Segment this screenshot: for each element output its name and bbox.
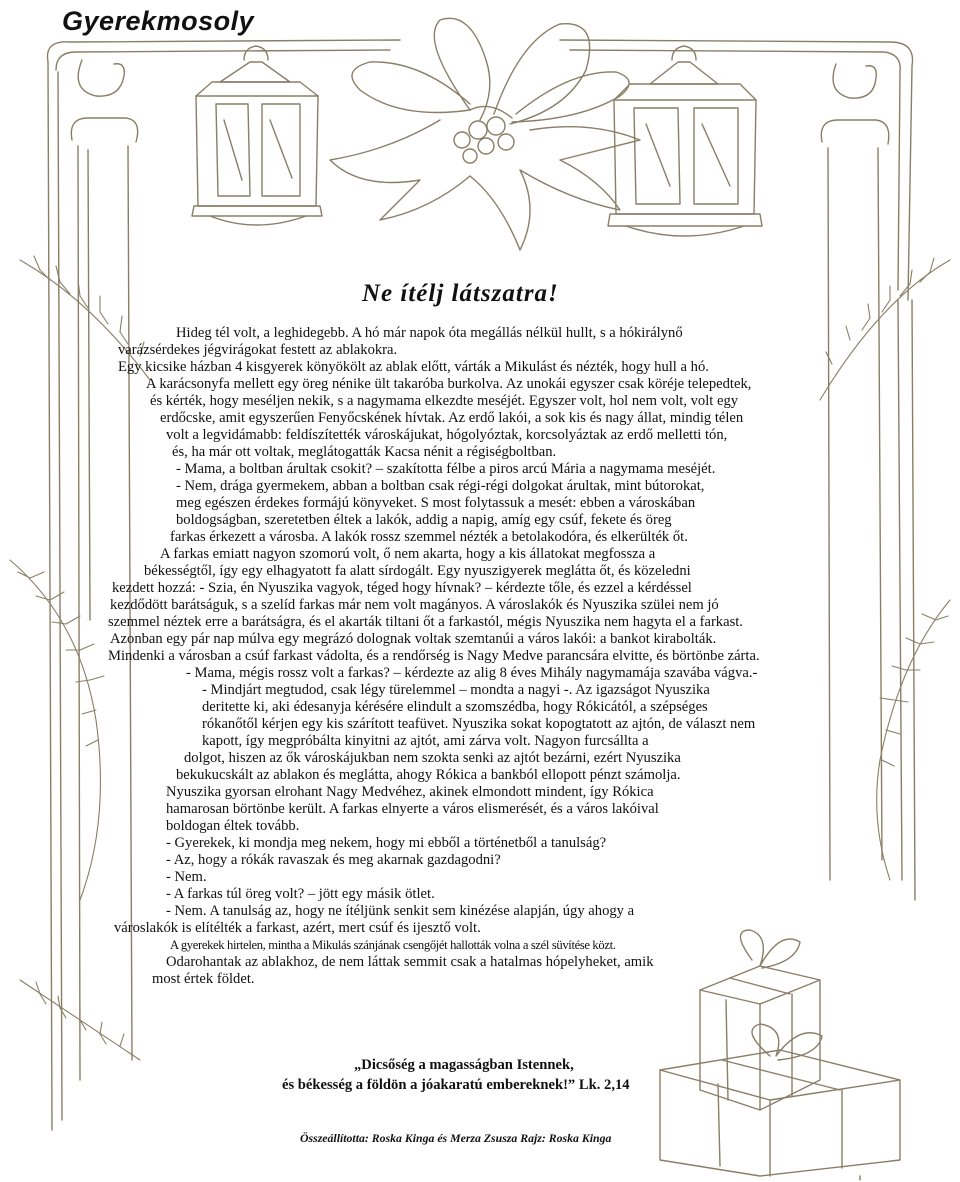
gift-boxes — [660, 930, 900, 1180]
story-line: - Gyerekek, ki mondja meg nekem, hogy mi ebből a történetből a tanulság? — [166, 835, 607, 851]
story-line: városlakók is elítélték a farkast, azért, mert csúf és ijesztő volt. — [114, 920, 481, 936]
story-line: - Nem. A tanulság az, hogy ne ítéljünk senkit sem kinézése alapján, úgy ahogy a — [166, 903, 635, 919]
quote-line-1: „Dicsőség a magasságban Istennek, — [354, 1057, 574, 1073]
story-line: és kérték, hogy meséljen nekik, s a nagymama elkezdte meséjét. Egyszer volt, hol nem volt, volt egy — [150, 393, 739, 409]
header-title: Gyerekmosoly — [62, 6, 255, 36]
story-line: - Nem, drága gyermekem, abban a boltban csak régi-régi dolgokat árultak, mint bútorokat, — [176, 478, 705, 494]
story-line: Nyuszika gyorsan elrohant Nagy Medvéhez, akinek elmondott mindent, így Rókica — [166, 784, 654, 800]
story-line: rókanőtől kérjen egy kis szárított teafüvet. Nyuszika sokat kopogtatott az ajtón, de választ nem — [202, 716, 756, 732]
story-line: bekukucskált az ablakon és meglátta, ahogy Rókica a bankból ellopott pénzt számolja. — [176, 767, 681, 783]
story-line: boldogságban, szeretetben éltek a lakók, addig a napig, amíg egy csúf, fekete és öreg — [176, 512, 672, 528]
story-line: meg egészen érdekes formájú könyveket. S most folytassuk a mesét: ebben a városkában — [176, 495, 696, 511]
credits: Összeállította: Roska Kinga és Merza Zsusza Rajz: Roska Kinga — [300, 1131, 612, 1145]
story-line: A farkas emiatt nagyon szomorú volt, ő nem akarta, hogy a kis állatokat megfossza a — [160, 546, 656, 562]
story-line: erdőcske, amit egyszerűen Fenyőcskének hívtak. Az erdő lakói, a sok kis és nagy állat, mindig télen — [160, 410, 744, 426]
story-line: Odarohantak az ablakhoz, de nem láttak semmit csak a hatalmas hópelyheket, amik — [166, 954, 654, 970]
story-line: A gyerekek hirtelen, mintha a Mikulás szánjának csengőjét hallották volna a szél süvítése közt. — [170, 938, 616, 952]
story-line: hamarosan börtönbe került. A farkas elnyerte a város elismerését, és a város lakóival — [166, 801, 659, 817]
story-line: békességtől, így egy elhagyatott fa alatt sírdogált. Egy nyuszigyerek meglátta őt, és közeledni — [144, 563, 691, 579]
story-line: - Mama, a boltban árultak csokit? – szakította félbe a piros arcú Mária a nagymama meséjét. — [176, 461, 716, 477]
right-pillar — [821, 64, 888, 880]
story-line: Egy kicsike házban 4 kisgyerek könyökölt az ablak előtt, várták a Mikulást és nézték, hogy hull a hó. — [118, 359, 709, 375]
story-line: volt a legvidámabb: feldíszítették városkájukat, hógolyóztak, korcsolyáztak az erdő melletti tón, — [166, 427, 728, 443]
story-line: kezdődött barátságuk, s a szelíd farkas már nem volt magányos. A városlakók és Nyuszika szülei nem jó — [110, 597, 719, 613]
fir-branch-right — [820, 258, 950, 880]
story-line: Azonban egy pár nap múlva egy megrázó dolognak voltak szemtanúi a város lakói: a bankot kirabolták. — [110, 631, 717, 647]
story-line: dolgot, hiszen az ők városkájukban nem szokta senki az ajtót bezárni, ezért Nyuszika — [184, 750, 681, 766]
story-line: szemmel néztek erre a barátságra, és el akarták tiltani őt a farkastól, mégis Nyuszika nem hagyta el a farkast. — [108, 614, 743, 630]
story-line: Mindenki a városban a csúf farkast vádolta, és a rendőrség is Nagy Medve parancsára elvitte, és börtönbe zárta. — [108, 648, 760, 664]
story-line: és, ha már ott voltak, meglátogatták Kacsa nénit a régiségboltban. — [172, 444, 557, 460]
story-line: farkas érkezett a városba. A lakók rossz szemmel nézték a betolakodóra, és elkerülték őt. — [170, 529, 688, 545]
story-line: A karácsonyfa mellett egy öreg nénike ült takaróba burkolva. Az unokái egyszer csak köréje telepedtek, — [146, 376, 752, 392]
story-line: varázsérdekes jégvirágokat festett az ablakokra. — [118, 342, 398, 358]
story-line: Hideg tél volt, a leghidegebb. A hó már napok óta megállás nélkül hullt, s a hókirálynő — [176, 325, 683, 341]
story-line: - Mindjárt megtudod, csak légy türelemmel – mondta a nagyi -. Az igazságot Nyuszika — [202, 682, 710, 698]
right-lantern — [608, 46, 762, 236]
story-line: - Nem. — [166, 869, 207, 885]
story-line: boldogan éltek tovább. — [166, 818, 300, 834]
left-lantern — [192, 46, 322, 225]
story-line: most értek földet. — [152, 971, 255, 987]
story-line: - Az, hogy a rókák ravaszak és meg akarnak gazdagodni? — [166, 852, 501, 868]
story-line: - A farkas túl öreg volt? – jött egy másik ötlet. — [166, 886, 435, 902]
quote-line-2: és békesség a földön a jóakaratú embereknek!” Lk. 2,14 — [282, 1077, 630, 1093]
story-title: Ne ítélj látszatra! — [362, 280, 559, 307]
story-line: deritette ki, aki édesanyja kérésére elindult a szomszédba, hogy Rókicától, a szépséges — [202, 699, 708, 715]
story-line: kapott, így megpróbálta kinyitni az ajtót, ami zárva volt. Nagyon furcsállta a — [202, 733, 649, 749]
story-line: - Mama, mégis rossz volt a farkas? – kérdezte az alig 8 éves Mihály nagymamája szavába vágva.- — [186, 665, 758, 681]
holly-bow — [330, 18, 640, 250]
story-line: kezdett hozzá: - Szia, én Nyuszika vagyok, téged hogy hívnak? – kérdezte tőle, és ezzel a kérdéssel — [112, 580, 692, 596]
